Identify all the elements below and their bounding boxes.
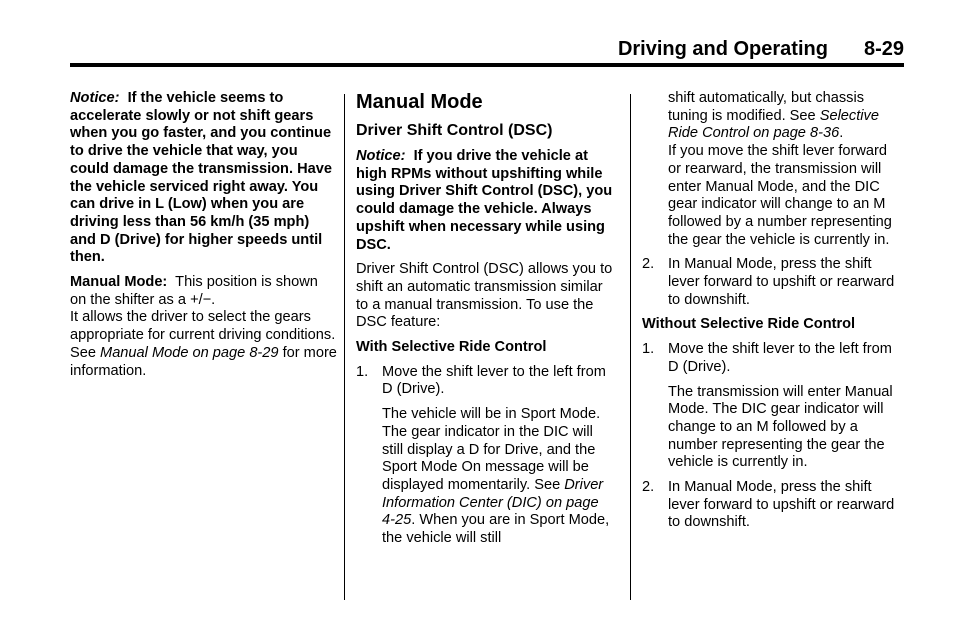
step-detail: The vehicle will be in Sport Mode. The gear indicator in the DIC will still display a D for Drive, and the Sport Mode On message will be displayed momentarily. See Driver Information Center (DIC) on page 4‑25. When you are in Sport Mode, the vehicle will still [382,406,610,547]
manual-mode-label: Manual Mode: [70,274,168,291]
step-detail: If you move the shift lever forward or rearward, the transmission will enter Manual Mode, and the DIC gear indicator will change to an M followed by a number representing the gear the vehicle is currently in. [668,143,892,248]
list-item [642,341,904,376]
notice-text: If you drive the vehicle at high RPMs without upshifting while using Driver Shift Control (DSC), you could damage the vehicle. Always upshift when necessary while using DSC. [356,148,613,253]
list-text: Move the shift lever to the left from D (Drive). [382,363,606,398]
list-number: 2. [642,256,655,273]
notice-label: Notice: [356,148,406,164]
column-3 [642,90,904,539]
page-header [70,36,904,62]
list-number: 2. [642,479,655,496]
list-item [642,479,904,532]
list-item [356,364,616,399]
with-src-heading: With Selective Ride Control [356,339,547,356]
notice-text: If the vehicle seems to accelerate slowly or not shift gears when you go faster, and you continue to drive the vehicle that way, you could damage the transmission. Have the vehicle serviced right away. You can drive in L (Low) when you are driving less than 56 km/h (35 mph) and D (Drive) for higher speeds until then. [70,90,332,266]
notice-label: Notice: [70,90,120,106]
list-text: In Manual Mode, press the shift lever forward to upshift or rearward to downshift. [668,256,895,308]
column-2 [356,90,616,555]
manual-mode-text: This position is shown on the shifter as a +/−. [70,274,318,308]
intro-paragraph: Driver Shift Control (DSC) allows you to shift an automatic transmission similar to a manual transmission. To use the DSC feature: [356,261,613,331]
header-rule [70,63,904,67]
section-title: Driving and Operating [617,38,828,60]
subsection-heading: Driver Shift Control (DSC) [356,122,553,139]
notice-paragraph [70,90,338,267]
manual-mode-paragraph [70,274,338,309]
cross-reference-link[interactable]: Driver Information Center (DIC) on page 4‑25 [382,476,604,529]
cross-reference-link[interactable]: Selective Ride Control on page 8‑36 [668,107,879,142]
list-number: 1. [356,363,369,380]
column-divider [344,94,345,600]
column-divider [630,94,631,600]
column-1 [70,90,338,387]
list-text: In Manual Mode, press the shift lever forward to upshift or rearward to downshift. [668,479,895,531]
list-item [642,256,904,309]
list-text: Move the shift lever to the left from D (Drive). [668,341,892,375]
cross-reference-link[interactable]: Manual Mode on page 8‑29 [100,344,279,361]
without-src-heading: Without Selective Ride Control [642,316,856,333]
list-number: 1. [642,341,655,358]
page-number: 8-29 [863,38,904,60]
notice-paragraph [356,148,616,254]
section-heading: Manual Mode [356,91,483,113]
step-detail-continued: shift automatically, but chassis tuning is modified. See Selective Ride Control on page 8‑36. [668,90,879,142]
step-detail: The transmission will enter Manual Mode. The DIC gear indicator will change to an M followed by a number representing the gear the vehicle is currently in. [668,383,893,471]
manual-mode-paragraph-2: It allows the driver to select the gears appropriate for current driving conditions. See Manual Mode on page 8‑29 for more information. [70,309,337,379]
